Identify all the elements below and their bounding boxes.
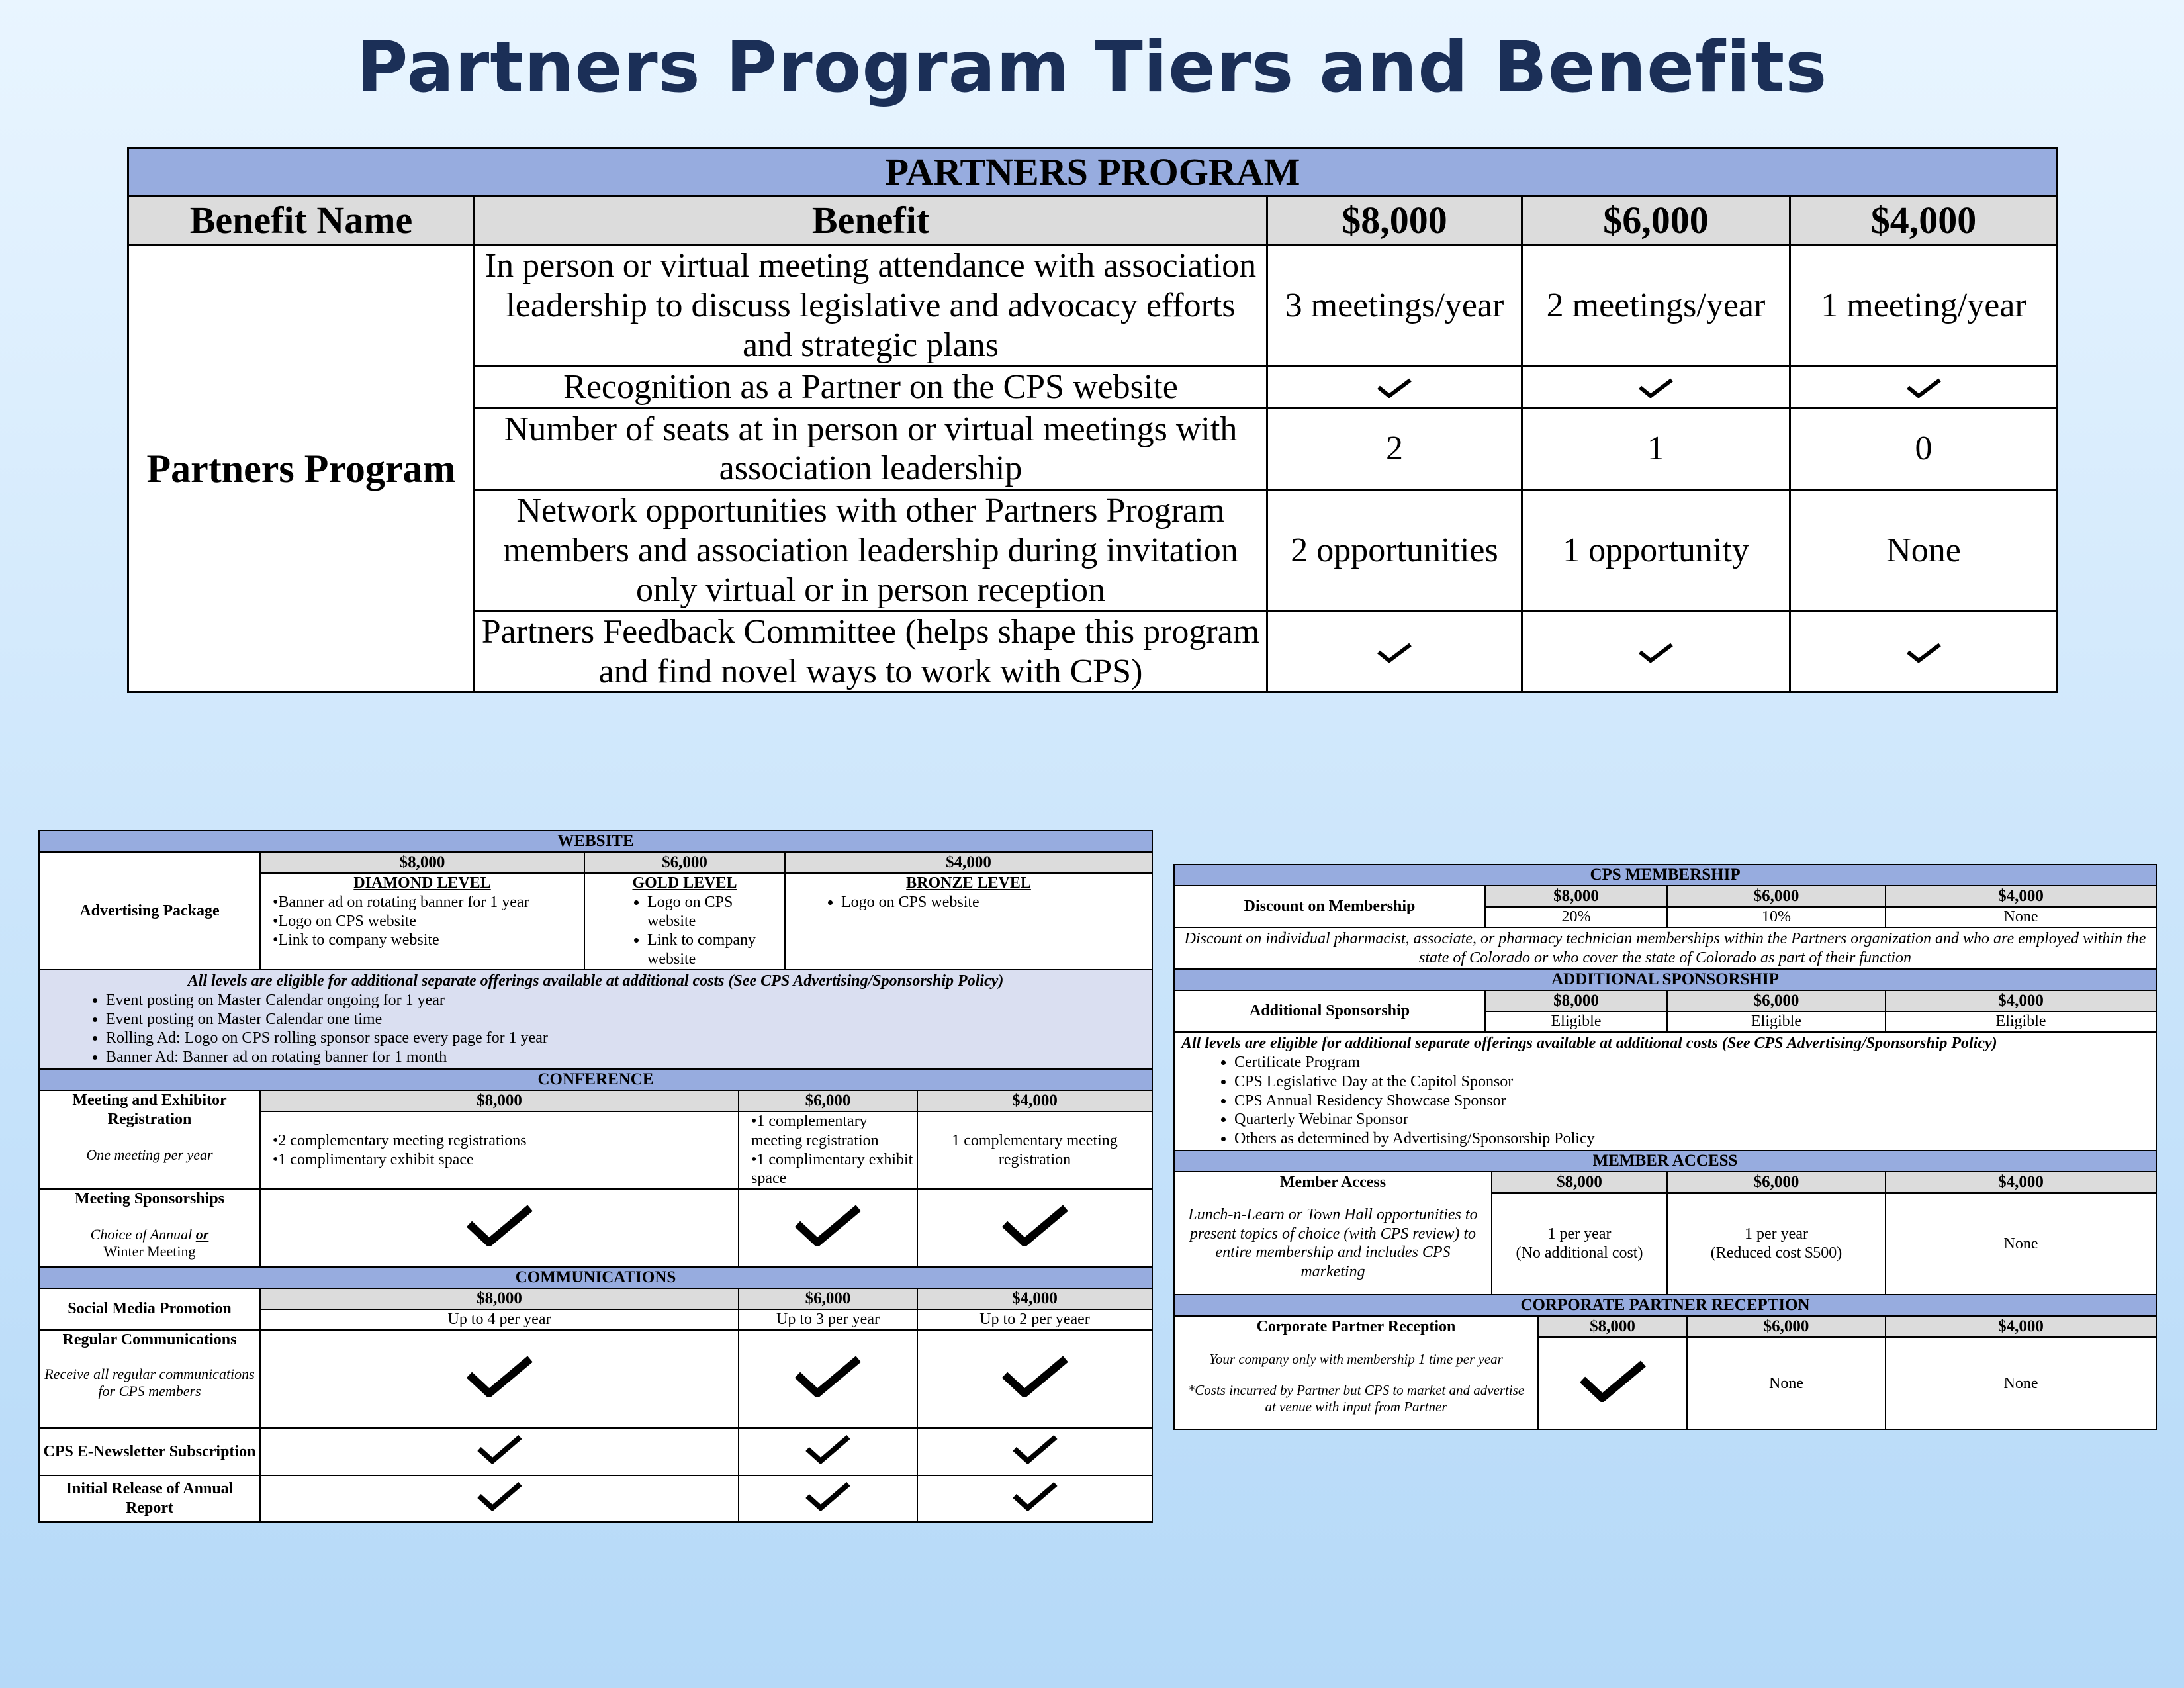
price-header: $6,000 <box>739 1090 917 1111</box>
meeting-registration-label <box>39 1090 260 1189</box>
value-cell <box>1790 611 2058 692</box>
regular-communications-label <box>39 1330 260 1428</box>
value-cell <box>260 1428 739 1476</box>
level-gold: GOLD LEVEL <box>584 873 785 893</box>
value-cell: 1 meeting/year <box>1790 246 2058 367</box>
list-item: • CPS Annual Residency Showcase Sponsor <box>1234 1092 2149 1111</box>
list-item: • Banner ad on rotating banner for 1 year <box>273 893 581 912</box>
value-cell: Up to 3 per year <box>739 1309 917 1330</box>
membership-sponsorship-access-table <box>1173 864 2157 1430</box>
meeting-sponsorships-note-b: Winter Meeting <box>103 1243 196 1260</box>
value-cell <box>1522 367 1790 408</box>
list-item: • CPS Legislative Day at the Capitol Sponsor <box>1234 1072 2149 1092</box>
page-title: Partners Program Tiers and Benefits <box>356 26 1828 108</box>
value-cell <box>1267 367 1522 408</box>
website-conference-communications-table <box>38 830 1153 1523</box>
reception-note-1: Your company only with membership 1 time per year <box>1209 1350 1503 1367</box>
checkmark-icon <box>805 1497 851 1515</box>
price-header: $4,000 <box>785 852 1152 873</box>
section-member-access: MEMBER ACCESS <box>1174 1150 2156 1172</box>
annual-report-label: Initial Release of Annual Report <box>39 1476 260 1522</box>
additional-sponsorship-label: Additional Sponsorship <box>1174 990 1485 1032</box>
benefit-cell: In person or virtual meeting attendance with association leadership to discuss legislative and advocacy efforts and strategic plans <box>475 246 1267 367</box>
value-cell <box>1538 1337 1687 1430</box>
meeting-sponsorships-note <box>42 1226 257 1243</box>
checkmark-icon <box>1377 643 1412 663</box>
checkmark-icon <box>1002 1233 1068 1250</box>
offerings-note: All levels are eligible for additional separate offerings available at additional costs (See CPS Advertising/Sponsorship Policy) <box>187 972 1004 990</box>
benefit-cell: Partners Feedback Committee (helps shape this program and find novel ways to work with CPS) <box>475 611 1267 692</box>
price-header: $6,000 <box>584 852 785 873</box>
value-cell: 1 opportunity <box>1522 490 1790 611</box>
checkmark-icon <box>467 1233 533 1250</box>
value-cell: 3 meetings/year <box>1267 246 1522 367</box>
value-cell <box>260 1476 739 1522</box>
checkmark-icon <box>1002 1384 1068 1401</box>
price-header: $4,000 <box>1886 990 2156 1011</box>
value-cell: 0 <box>1790 408 2058 490</box>
additional-offerings <box>1174 1032 2156 1150</box>
conference-6000 <box>739 1111 917 1189</box>
price-header: $4,000 <box>1886 1172 2156 1193</box>
social-media-label: Social Media Promotion <box>39 1288 260 1330</box>
list-item: • 2 complementary meeting registrations <box>273 1131 735 1150</box>
price-header: $8,000 <box>1492 1172 1667 1193</box>
list-item: • Banner Ad: Banner ad on rotating banner for 1 month <box>106 1048 1149 1067</box>
list-item: • Quarterly Webinar Sponsor <box>1234 1110 2149 1129</box>
value-cell: None <box>1886 907 2156 927</box>
membership-note: Discount on individual pharmacist, associate, or pharmacy technician memberships within the Partners organization and who are employed within the state of Colorado or who cover the state of Colorado as part of their function <box>1174 927 2156 970</box>
checkmark-icon <box>795 1233 861 1250</box>
checkmark-icon <box>467 1384 533 1401</box>
price-header: $8,000 <box>1485 886 1667 907</box>
list-item: • Certificate Program <box>1234 1053 2149 1072</box>
table-header: PARTNERS PROGRAM <box>128 148 2058 197</box>
benefit-cell: Number of seats at in person or virtual meetings with association leadership <box>475 408 1267 490</box>
list-item: • Link to company website <box>273 931 581 950</box>
checkmark-icon <box>805 1450 851 1468</box>
section-website: WEBSITE <box>39 831 1152 852</box>
member-access-label: Member Access <box>1174 1172 1492 1193</box>
reception-label: Corporate Partner Reception <box>1174 1316 1538 1337</box>
price-header: $4,000 <box>917 1288 1152 1309</box>
checkmark-icon <box>477 1497 523 1515</box>
value-cell: 2 meetings/year <box>1522 246 1790 367</box>
value-cell: Eligible <box>1667 1011 1886 1032</box>
value-cell: Up to 2 per yeaer <box>917 1309 1152 1330</box>
checkmark-icon <box>477 1450 523 1468</box>
value-cell: None <box>1687 1337 1886 1430</box>
list-item: • Others as determined by Advertising/Sponsorship Policy <box>1234 1129 2149 1149</box>
website-additional-offerings <box>39 970 1152 1069</box>
section-cps-membership: CPS MEMBERSHIP <box>1174 865 2156 886</box>
list-item: • Logo on CPS website <box>647 893 782 931</box>
price-header: $8,000 <box>1538 1316 1687 1337</box>
conference-4000: 1 complementary meeting registration <box>917 1111 1152 1189</box>
value-cell <box>739 1330 917 1428</box>
list-item: • Rolling Ad: Logo on CPS rolling sponsor space every page for 1 year <box>106 1029 1149 1048</box>
regular-communications-title: Regular Communications <box>62 1331 237 1348</box>
price-header: $6,000 <box>1667 1172 1886 1193</box>
list-item: • Event posting on Master Calendar one time <box>106 1010 1149 1029</box>
value-cell <box>260 1189 739 1267</box>
price-header: $6,000 <box>1667 886 1886 907</box>
value-cell <box>917 1330 1152 1428</box>
meeting-sponsorships-label <box>39 1189 260 1267</box>
value-cell <box>1790 367 2058 408</box>
checkmark-icon <box>795 1384 861 1401</box>
column-header-price: $6,000 <box>1522 197 1790 246</box>
price-header: $4,000 <box>1886 1316 2156 1337</box>
checkmark-icon <box>1638 643 1674 663</box>
column-header-price: $4,000 <box>1790 197 2058 246</box>
checkmark-icon <box>1638 378 1674 398</box>
section-additional-sponsorship: ADDITIONAL SPONSORSHIP <box>1174 969 2156 990</box>
checkmark-icon <box>1377 378 1412 398</box>
list-item: • Logo on CPS website <box>273 912 581 931</box>
list-item: • 1 complementary meeting registration <box>751 1112 914 1150</box>
offerings-note: All levels are eligible for additional separate offerings available at additional costs (See CPS Advertising/Sponsorship Policy) <box>1181 1035 1997 1053</box>
price-header: $6,000 <box>739 1288 917 1309</box>
meeting-sponsorships-title: Meeting Sponsorships <box>74 1190 225 1208</box>
checkmark-icon <box>1906 378 1942 398</box>
price-header: $6,000 <box>1687 1316 1886 1337</box>
value-cell <box>917 1428 1152 1476</box>
meeting-registration-note: One meeting per year <box>86 1146 213 1163</box>
value-cell: Up to 4 per year <box>260 1309 739 1330</box>
partners-program-table <box>127 147 2058 693</box>
price-header: $8,000 <box>1485 990 1667 1011</box>
column-header-benefit-name: Benefit Name <box>128 197 475 246</box>
section-corporate-partner-reception: CORPORATE PARTNER RECEPTION <box>1174 1295 2156 1316</box>
checkmark-icon <box>1580 1389 1646 1406</box>
conference-8000 <box>260 1111 739 1189</box>
value-cell: 2 opportunities <box>1267 490 1522 611</box>
row-name: Partners Program <box>128 246 475 692</box>
checkmark-icon <box>1012 1450 1058 1468</box>
level-diamond: DIAMOND LEVEL <box>260 873 584 893</box>
list-item: • 1 complimentary exhibit space <box>273 1150 735 1170</box>
benefit-cell: Network opportunities with other Partners Program members and association leadership during invitation only virtual or in person reception <box>475 490 1267 611</box>
value-cell: 2 <box>1267 408 1522 490</box>
gold-benefits <box>584 893 785 970</box>
value-cell: 1 <box>1522 408 1790 490</box>
value-cell <box>260 1330 739 1428</box>
value-cell <box>917 1476 1152 1522</box>
value-cell <box>739 1476 917 1522</box>
reception-note-2: *Costs incurred by Partner but CPS to market and advertise at venue with input from Partner <box>1187 1382 1525 1415</box>
value-cell: Eligible <box>1485 1011 1667 1032</box>
benefit-cell: Recognition as a Partner on the CPS website <box>475 367 1267 408</box>
bronze-benefits <box>785 893 1152 970</box>
note-text: Choice of Annual <box>90 1225 193 1243</box>
value-line: 1 per year <box>1745 1225 1808 1243</box>
value-cell: 10% <box>1667 907 1886 927</box>
value-cell: None <box>1790 490 2058 611</box>
advertising-package-label: Advertising Package <box>39 852 260 970</box>
meeting-registration-title: Meeting and Exhibitor Registration <box>72 1091 227 1128</box>
regular-communications-note: Receive all regular communications for CPS members <box>44 1365 255 1400</box>
list-item: • 1 complimentary exhibit space <box>751 1150 914 1189</box>
value-cell <box>739 1189 917 1267</box>
price-header: $8,000 <box>260 1288 739 1309</box>
value-line: (Reduced cost $500) <box>1710 1244 1843 1262</box>
price-header: $4,000 <box>1886 886 2156 907</box>
enewsletter-label: CPS E-Newsletter Subscription <box>39 1428 260 1476</box>
list-item: • Link to company website <box>647 931 782 969</box>
column-header-benefit: Benefit <box>475 197 1267 246</box>
section-communications: COMMUNICATIONS <box>39 1267 1152 1288</box>
value-cell: Eligible <box>1886 1011 2156 1032</box>
value-cell <box>1667 1193 1886 1295</box>
checkmark-icon <box>1906 643 1942 663</box>
list-item: • Event posting on Master Calendar ongoing for 1 year <box>106 991 1149 1010</box>
value-cell <box>1267 611 1522 692</box>
checkmark-icon <box>1012 1497 1058 1515</box>
value-cell: None <box>1886 1337 2156 1430</box>
list-item: • Logo on CPS website <box>841 893 1149 912</box>
note-or: or <box>195 1225 209 1243</box>
price-header: $4,000 <box>917 1090 1152 1111</box>
level-bronze: BRONZE LEVEL <box>785 873 1152 893</box>
value-cell <box>1522 611 1790 692</box>
price-header: $6,000 <box>1667 990 1886 1011</box>
member-access-note: Lunch-n-Learn or Town Hall opportunities to present topics of choice (with CPS review) to entire membership and includes CPS marketing <box>1174 1193 1492 1295</box>
price-header: $8,000 <box>260 852 584 873</box>
value-cell: 20% <box>1485 907 1667 927</box>
reception-notes <box>1174 1337 1538 1430</box>
value-cell <box>1492 1193 1667 1295</box>
price-header: $8,000 <box>260 1090 739 1111</box>
value-cell <box>739 1428 917 1476</box>
discount-label: Discount on Membership <box>1174 886 1485 927</box>
value-cell <box>917 1189 1152 1267</box>
value-line: (No additional cost) <box>1516 1244 1643 1262</box>
value-cell: None <box>1886 1193 2156 1295</box>
value-line: 1 per year <box>1547 1225 1612 1243</box>
diamond-benefits <box>260 893 584 970</box>
section-conference: CONFERENCE <box>39 1069 1152 1090</box>
column-header-price: $8,000 <box>1267 197 1522 246</box>
